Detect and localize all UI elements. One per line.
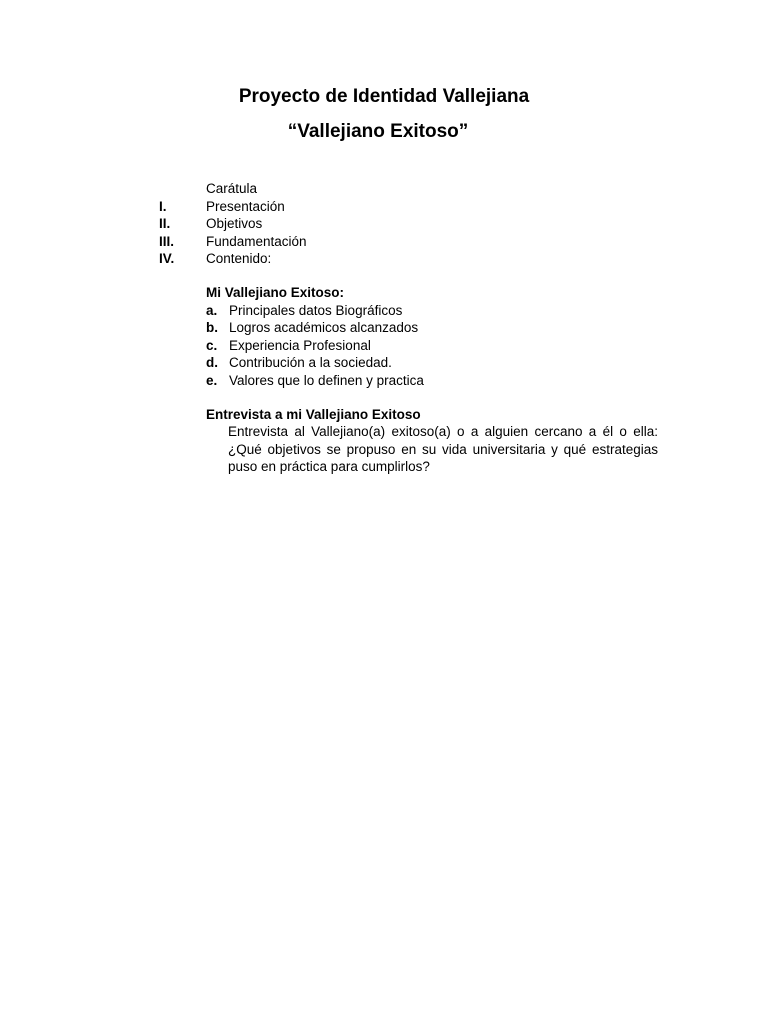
outline-item-number: I. <box>159 198 167 214</box>
list-item-text: Experiencia Profesional <box>229 337 371 353</box>
list-item-letter: e. <box>206 372 218 388</box>
list-item <box>206 337 371 355</box>
list-item <box>206 354 392 372</box>
list-item-text: Contribución a la sociedad. <box>229 355 392 371</box>
list-item <box>206 319 419 337</box>
section-mi-vallejiano <box>206 284 424 390</box>
section-entrevista <box>206 406 421 424</box>
list-item-letter: a. <box>206 302 218 318</box>
document-title: Proyecto de Identidad Vallejiana <box>238 86 530 107</box>
list-item-text: Valores que lo definen y practica <box>229 372 424 388</box>
outline-item-number: IV. <box>159 251 175 267</box>
outline-item-text: Objetivos <box>206 216 263 232</box>
list-item-letter: d. <box>206 355 218 371</box>
section-heading: Entrevista a mi Vallejiano Exitoso <box>206 407 421 422</box>
list-item <box>206 302 403 320</box>
outline-item-text: Contenido: <box>206 251 272 267</box>
document-subtitle: “Vallejiano Exitoso” <box>287 121 469 142</box>
outline-item-number: II. <box>159 216 171 232</box>
outline-item-text: Presentación <box>206 198 285 214</box>
list-item-text: Logros académicos alcanzados <box>229 320 419 336</box>
outline-item-number: III. <box>159 233 175 249</box>
outline-item-text: Carátula <box>206 181 258 196</box>
outline-item-text: Fundamentación <box>206 233 307 249</box>
list-item-letter: b. <box>206 320 218 336</box>
list-item <box>206 372 424 390</box>
section-heading: Mi Vallejiano Exitoso: <box>206 285 345 300</box>
list-item-text: Principales datos Biográficos <box>229 302 403 318</box>
interview-paragraph: Entrevista al Vallejiano(a) exitoso(a) o a alguien cercano a él o ella: ¿Qué objetivos se propuso en su vida universitaria y qué estrategias puso en práctica para cumplirlos? <box>228 424 658 475</box>
list-item-letter: c. <box>206 337 218 353</box>
